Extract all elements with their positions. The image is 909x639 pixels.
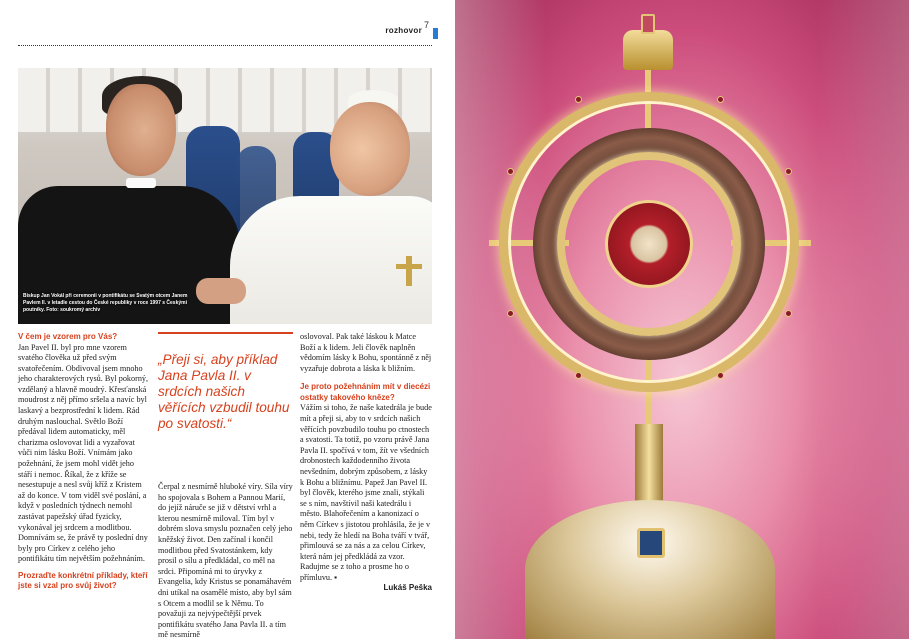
monstrance-base — [525, 500, 775, 639]
gem-icon — [785, 168, 792, 175]
answer-2-continued: oslovoval. Pak také láskou k Matce Boží a k lidem. Jeli člověk naplněn vědomím lásky k Bohu, spontánně z něj vyzařuje dobrota a láska k bližním. — [300, 332, 432, 373]
coat-of-arms-emblem — [637, 528, 665, 558]
author-byline: Lukáš Peška — [383, 583, 432, 593]
header-divider — [18, 45, 432, 46]
pectoral-cross-icon — [406, 256, 412, 286]
article-column-2 — [158, 482, 293, 639]
pull-quote: „Přeji si, aby příklad Jana Pavla II. v srdcích našich věřících vzbudil touhu po svatosti.“ — [158, 352, 290, 431]
pope-face — [330, 102, 410, 196]
reliquary-photo — [455, 0, 909, 639]
question-2: Prozraďte konkrétní příklady, kteří jste si vzal pro svůj život? — [18, 570, 148, 591]
cross-icon — [641, 14, 655, 34]
gem-icon — [785, 310, 792, 317]
priest-face — [106, 84, 176, 176]
page-header — [18, 20, 432, 46]
clerical-collar — [126, 178, 156, 188]
pectoral-cross-icon — [396, 264, 422, 269]
article-column-1 — [18, 332, 150, 592]
gem-icon — [717, 96, 724, 103]
answer-2: Čerpal z nesmírně hluboké víry. Síla víry ho spojovala s Bohem a Pannou Marií, do jejíž náruče se již v dětství vrhl a kterou nesmírně miloval. Tím byl v dobrém slova smyslu poznačen celý jeho kněžský život. Den začínal i končil modlitbou před Svatostánkem, kdy prosil o sílu a předkládal, co měl na srdci. Připomíná mi to úryvky z Evangelia, kdy Kristus se ponamáhavém dni utíkal na osamělé místo, aby byl sám s Otcem a modlil se k Němu. To považuji za nejvýpečtější prvek pontifikátu svatého Jana Pavla II. a tím mě nesmírně — [158, 482, 293, 639]
gem-icon — [717, 372, 724, 379]
article-column-3 — [300, 332, 432, 594]
gem-icon — [507, 310, 514, 317]
handshake — [196, 278, 246, 304]
pope-figure — [230, 196, 432, 324]
header-accent-bar — [433, 28, 438, 39]
page-number: 7 — [423, 20, 429, 30]
answer-1: Jan Pavel II. byl pro mne vzorem svatého člověka už před svým svatořečením. Obdivoval jsem mnoho jeho charakterových rysů. Byl pokorný, vzdělaný a hlavně moudrý. Křesťanská moudrost z něj přímo sršela a navíc byl laskavý a bezprostřední k lidem. Rád druhým naslouchal. Světlo Boží předával lidem automaticky, měl charizma oslovovat lidi a vyzařovat vůči nim lásku Boží. Vnímám jako požehnání, že jsem mohl vidět jeho stáří i nemoc. Říkal, že z kříže se nesestupuje a nesl svůj kříž z Kristem až do konce. V tom viděl své poslání, a když v posledních týdnech nemohl zastávat papežský úřad fyzicky, vykonával jej srdcem a modlitbou. Domnívám se, že právě ty poslední dny byly pro Církev z celého jeho pontifikátu tím největším požehnáním. — [18, 342, 149, 564]
section-label: rozhovor — [385, 26, 422, 35]
question-1: V čem je vzorem pro Vás? — [18, 332, 118, 341]
pull-quote-box — [158, 332, 293, 466]
monstrance-crown — [623, 30, 673, 70]
gem-icon — [575, 96, 582, 103]
answer-3: Vážím si toho, že naše katedrála je bude mít a přeji si, aby to v srdcích našich věřících povzbudilo touhu po ctnostech a svatosti. Ta totiž, po vzoru právě Jana Pavla II. spočívá v tom, žít ve všedních drobnostech každodenního života nevšedním, dobrým způsobem, z lásky k Bohu a bližnímu. Papež Jan Pavel II. byl člověk, kterého jsme znali, stýkali se s ním, navštívil naši katedrálu i město. Blahořečením a kanonizací o něm Církev s jistotou prohlásila, že je v nebi, tedy že hledí na Boha tváří v tvář, přimlouvá se za nás a za celou Církev, která nám jej předkládá za vzor. Radujme se z toho a prosme ho o přímluvu. ▪ — [300, 403, 432, 582]
relic-capsule — [605, 200, 693, 288]
interview-photo — [18, 68, 432, 324]
gem-icon — [575, 372, 582, 379]
question-3: Je proto požehnáním mít v diecézi ostatky takového kněze? — [300, 382, 431, 402]
gem-icon — [507, 168, 514, 175]
photo-caption: Biskup Jan Vokál při ceremonii v pontifikátu se Svatým otcem Janem Pavlem II. v letadle cestou do České republiky v roce 1997 s Českými poutníky. Foto: soukromý archiv — [23, 293, 188, 313]
